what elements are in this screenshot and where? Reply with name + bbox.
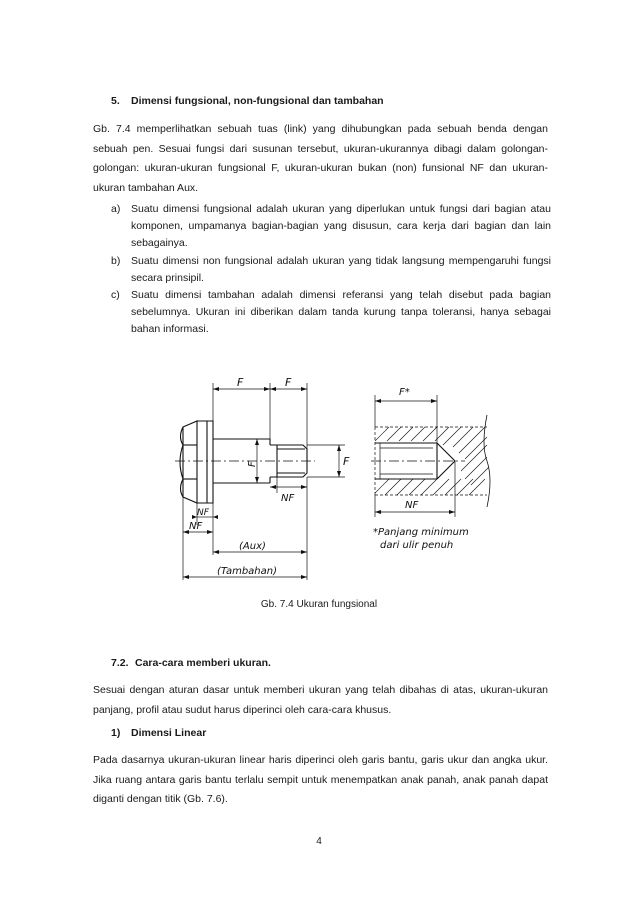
label-nf-thread: NF — [281, 493, 295, 504]
paragraph-line: diganti dengan titik (Gb. 7.6). — [93, 793, 228, 805]
label-f-star: F* — [399, 387, 410, 398]
paragraph-line: Gb. 7.4 memperlihatkan sebuah tuas (link) yang dihubungkan pada sebuah benda dengan — [93, 123, 548, 135]
paragraph-line: Pada dasarnya ukuran-ukuran linear haris diperinci oleh garis bantu, garis ukur dan angka ukur. — [93, 754, 548, 766]
list-marker: a) — [111, 203, 121, 215]
paragraph-line: Sesuai dengan aturan dasar untuk memberi ukuran yang telah dibahas di atas, ukuran-ukuran — [93, 684, 548, 696]
list-marker: b) — [111, 254, 121, 267]
list-line: sebagainya. — [131, 237, 188, 250]
list-line: sebelumnya. Ukuran ini diberikan dalam tanda kurung tanpa toleransi, hanya sebagai — [131, 306, 551, 319]
list-line: secara prinsipil. — [131, 271, 204, 284]
list-line: bahan informasi. — [131, 323, 209, 336]
section-number: 5. — [111, 95, 120, 107]
functional-dimension-drawing — [175, 375, 495, 590]
label-f-shank: F — [247, 461, 258, 467]
label-nf-hole: NF — [405, 500, 419, 511]
note-line-1: *Panjang minimum — [373, 527, 469, 538]
label-aux: (Aux) — [239, 541, 266, 552]
label-nf-head: NF — [197, 508, 209, 518]
paragraph-line: golongan: ukuran-ukuran fungsional F, ukuran-ukuran bukan (non) funsional NF dan ukuran- — [93, 162, 548, 174]
section-heading-linear — [111, 727, 206, 739]
paragraph-line: sebuah pen. Sesuai fungsi dari susunan tersebut, ukuran-ukurannya dibagi dalam golongan- — [93, 142, 548, 155]
list-item — [111, 253, 551, 287]
list-line: Suatu dimensi non fungsional adalah ukuran yang tidak langsung mempengaruhi fungsi — [131, 254, 551, 267]
list-item — [111, 287, 551, 339]
definition-list — [111, 201, 551, 339]
paragraph-line: ukuran tambahan Aux. — [93, 181, 199, 194]
section-title: Dimensi Linear — [131, 727, 207, 739]
label-f-top-right: F — [285, 376, 292, 389]
section-title: Cara-cara memberi ukuran. — [135, 657, 271, 669]
paragraph-linear — [93, 751, 548, 810]
list-line: Suatu dimensi tambahan adalah dimensi referansi yang telah disebut pada bagian — [131, 289, 551, 302]
list-line: Suatu dimensi fungsional adalah ukuran yang diperlukan untuk fungsi dari bagian atau — [131, 203, 551, 215]
list-item — [111, 201, 551, 253]
label-nf-lower: NF — [189, 521, 203, 532]
section-number: 7.2. — [111, 657, 129, 669]
label-f-right: F — [343, 455, 350, 468]
note-line-2: dari ulir penuh — [380, 540, 454, 551]
section-title: Dimensi fungsional, non-fungsional dan tambahan — [131, 95, 384, 107]
section-heading-7-2 — [111, 657, 271, 669]
section-number: 1) — [111, 727, 121, 739]
label-f-top-left: F — [237, 376, 244, 389]
list-line: komponen, umpamanya bagian-bagian yang disusun, cara kerja dari bagian dan lain — [131, 220, 551, 233]
section-heading-5 — [111, 95, 384, 107]
paragraph-line: panjang, profil atau sudut harus diperinci oleh cara-cara khusus. — [93, 703, 392, 716]
bolt-head-outline — [183, 421, 197, 503]
list-marker: c) — [111, 289, 120, 302]
page-number: 4 — [316, 836, 322, 847]
paragraph-7-2 — [93, 681, 548, 720]
label-tambahan: (Tambahan) — [217, 566, 278, 577]
intro-paragraph — [93, 120, 548, 198]
figure-caption: Gb. 7.4 Ukuran fungsional — [260, 599, 378, 610]
paragraph-line: Jika ruang antara garis bantu terlalu sempit untuk menempatkan anak panah, anak panah dapat — [93, 773, 548, 786]
